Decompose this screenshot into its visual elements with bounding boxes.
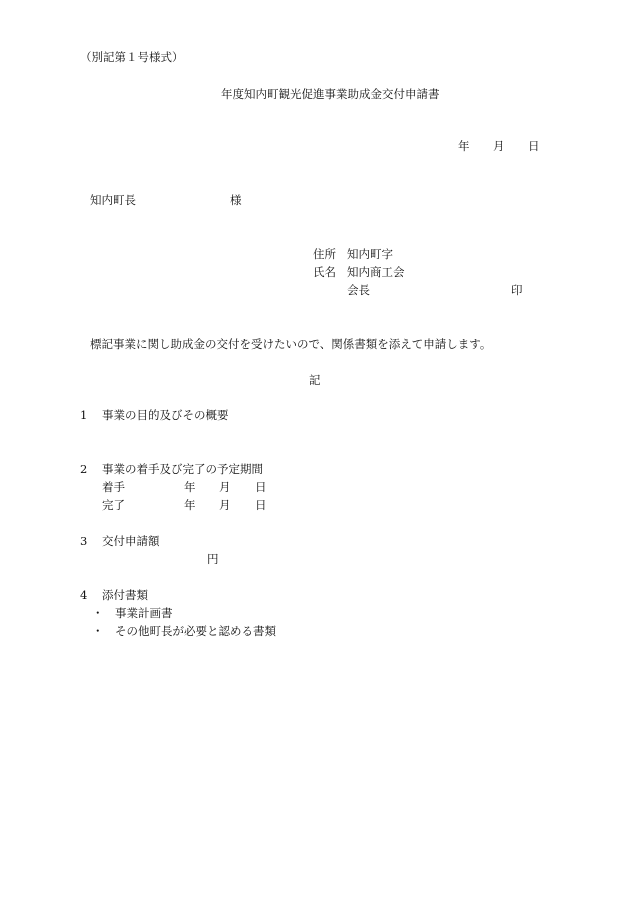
- address-label: 住所: [313, 247, 336, 261]
- attachment-bullet-2: ・: [92, 624, 104, 638]
- date-month: 月: [493, 139, 505, 153]
- addressee-name: 知内町長: [90, 193, 136, 207]
- document-title: 年度知内町観光促進事業助成金交付申請書: [221, 87, 440, 101]
- start-day: 日: [255, 480, 267, 494]
- name-value: 知内商工会: [347, 265, 405, 279]
- section-1-title: 事業の目的及びその概要: [102, 408, 229, 422]
- end-label: 完了: [102, 498, 125, 512]
- name-label: 氏名: [313, 265, 336, 279]
- seal-mark: 印: [511, 283, 523, 297]
- section-2-number: 2: [80, 462, 88, 476]
- section-2-title: 事業の着手及び完了の予定期間: [102, 462, 263, 476]
- section-3-number: 3: [80, 534, 88, 548]
- address-value: 知内町字: [347, 247, 393, 261]
- attachment-item-2: その他町長が必要と認める書類: [115, 624, 276, 638]
- addressee-honorific: 様: [230, 193, 242, 207]
- section-4-number: 4: [80, 588, 88, 602]
- date-year: 年: [458, 139, 470, 153]
- section-1-number: 1: [80, 408, 88, 422]
- attachment-bullet-1: ・: [92, 606, 104, 620]
- form-label: （別記第１号様式）: [80, 50, 184, 64]
- position: 会長: [347, 283, 370, 297]
- section-4-title: 添付書類: [102, 588, 148, 602]
- date-day: 日: [528, 139, 540, 153]
- start-month: 月: [219, 480, 231, 494]
- section-3-title: 交付申請額: [102, 534, 160, 548]
- body-text: 標記事業に関し助成金の交付を受けたいので、関係書類を添えて申請します。: [90, 337, 492, 351]
- attachment-item-1: 事業計画書: [115, 606, 173, 620]
- start-label: 着手: [102, 480, 125, 494]
- amount-unit: 円: [207, 552, 219, 566]
- end-month: 月: [219, 498, 231, 512]
- end-year: 年: [184, 498, 196, 512]
- start-year: 年: [184, 480, 196, 494]
- end-day: 日: [255, 498, 267, 512]
- ki-heading: 記: [309, 373, 321, 387]
